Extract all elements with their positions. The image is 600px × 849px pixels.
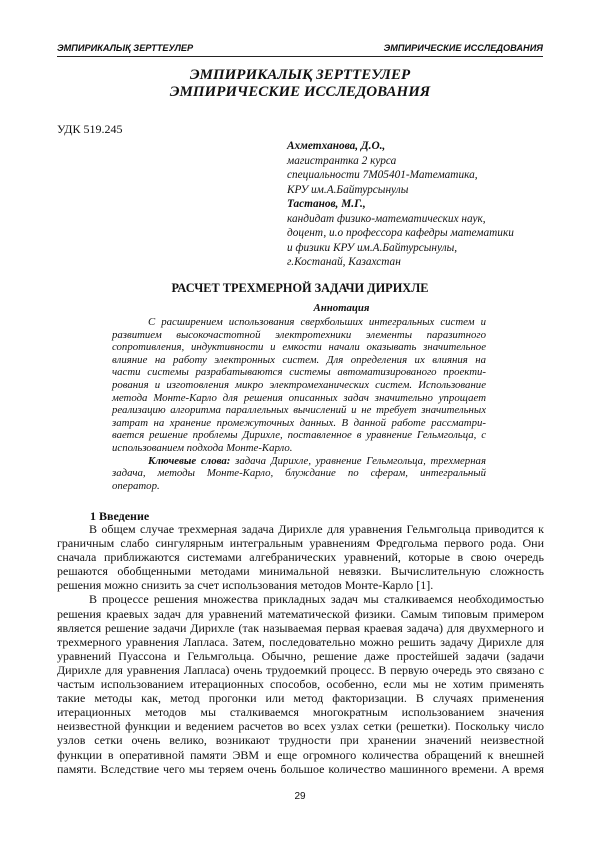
body-line: такие методы как, метод прогонки или метод факторизации. В случаях применения	[57, 691, 544, 706]
section-title-russian: ЭМПИРИЧЕСКИЕ ИССЛЕДОВАНИЯ	[169, 84, 431, 100]
abstract-heading: Аннотация	[313, 302, 370, 314]
intro-heading: 1 Введение	[90, 509, 150, 523]
abstract-line: реализацию алгоритма параллельных вычислений и не требует значительных	[112, 404, 486, 417]
body-line: неизвестной функции и ведением расчетов во всех узлах сетки (решетки). Поскольку число	[57, 719, 544, 734]
abstract-line: сопротивления, индуктивности и емкости начали оказывать значительное	[112, 341, 486, 354]
keywords-line: задача, методы Монте-Карло, блуждание по сферам, интегральный	[112, 467, 486, 480]
author-affiliation-line: и физики КРУ им.А.Байтурсынулы,	[287, 241, 458, 254]
body-line: решаются обобщенными методами минимальной невязки. Вычислительную сложность	[57, 564, 544, 579]
abstract-line: развитием высокочастотной электротехники элементы паразитного	[112, 328, 486, 341]
abstract-line: использованием подхода Монте-Карло.	[112, 441, 293, 454]
keywords-line: оператор.	[112, 479, 160, 492]
keywords-text: задача Дирихле, уравнение Гельмгольца, трехмерная	[235, 454, 486, 467]
body-line: итерационных методов мы сталкиваемся многократным использованием значения	[57, 705, 544, 720]
abstract-line: части системы разрабатываются системы автоматизированого проекти-	[112, 366, 486, 379]
author-affiliation-line: кандидат физико-математических наук,	[287, 212, 486, 225]
body-line: В общем случае трехмерная задача Дирихле для уравнения Гельмгольца приводится к	[89, 522, 544, 536]
section-title-kazakh: ЭМПИРИКАЛЫҚ ЗЕРТТЕУЛЕР	[189, 67, 411, 83]
keywords-line	[112, 455, 486, 468]
author-block	[287, 139, 547, 270]
body-line: решения краевых задач для уравнений математической физики. Самым типовым примером	[57, 606, 544, 621]
abstract-line: рования и изготовления микро электромеханических систем. Использование	[112, 378, 486, 391]
paper-title: РАСЧЕТ ТРЕХМЕРНОЙ ЗАДАЧИ ДИРИХЛЕ	[171, 281, 429, 295]
body-line: сначала приближаются системами алгебранических уравнений, которые в свою очередь	[57, 550, 544, 565]
abstract-line: влияние на работу электронных систем. Для определения их влияния на	[112, 353, 486, 366]
abstract-line: вается решение проблемы Дирихле, поставленное в уравнение Гельмгольца, с	[112, 429, 486, 442]
abstract-line: метода Монте-Карло для решения описанных задач значительно упрощает	[112, 391, 486, 404]
author-name: Ахметханова, Д.О.,	[287, 140, 386, 152]
body-line: памяти. Вследствие чего мы теряем очень большое количество машинного времени. А время	[57, 761, 544, 776]
body-line: граничным слабо сингулярным интегральным уравнениям Фредгольма первого рода. Они	[57, 536, 544, 551]
author-affiliation-line: специальности 7М05401-Математика,	[287, 169, 478, 181]
body-line: является решение задачи Дирихле (так называемая первая краевая задача) для двухмерного и	[57, 620, 544, 635]
keywords-label: Ключевые слова:	[148, 454, 231, 467]
body-line: функции в оперативной памяти ЭВМ и еще огромного количества обращений к внешней	[57, 747, 544, 762]
body-line: решения можно снизить за счет использования методов Монте-Карло [1].	[57, 578, 434, 593]
running-head-left: ЭМПИРИКАЛЫҚ ЗЕРТТЕУЛЕР	[57, 43, 194, 53]
page-number: 29	[294, 791, 306, 802]
abstract-line: затрат на хранение промежуточных данных. В данной работе рассматри-	[112, 416, 486, 429]
abstract	[112, 316, 486, 492]
body-line: частым использованием итерационных способов, особенно, если мы не хотим применять	[57, 677, 544, 692]
body-line: В процессе решения множества прикладных задач мы сталкиваемся необходимостью	[89, 592, 544, 607]
running-head-right: ЭМПИРИЧЕСКИЕ ИССЛЕДОВАНИЯ	[383, 43, 543, 53]
author-affiliation-line: КРУ им.А.Байтурсынулы	[287, 183, 409, 196]
running-head	[57, 42, 543, 57]
abstract-line: С расширением использования сверхбольших интегральных систем и	[148, 316, 486, 328]
section-title	[57, 67, 543, 101]
body-line: уравнений Пуассона и Гельмгольца. Обычно, решение даже простейшей задачи (задачи	[57, 648, 544, 663]
author-affiliation-line: г.Костанай, Казахстан	[287, 256, 401, 268]
body-line: трехмерного уравнения Лапласа. Затем, последовательно можно решить задачу Дирихле для	[57, 634, 544, 649]
intro-body	[57, 522, 544, 776]
udk-code: УДК 519.245	[57, 122, 123, 136]
author-affiliation-line: доцент, и.о профессора кафедры математики	[287, 227, 514, 239]
body-line: узлов сетки очень велико, возникают трудности при хранении значений неизвестной	[57, 733, 544, 748]
body-line: Дирихле для уравнения Лапласа) очень трудоемкий процесс. В первую очередь это связано с	[57, 662, 544, 677]
author-affiliation-line: магистрантка 2 курса	[287, 154, 397, 167]
author-name: Тастанов, М.Г.,	[287, 198, 366, 210]
